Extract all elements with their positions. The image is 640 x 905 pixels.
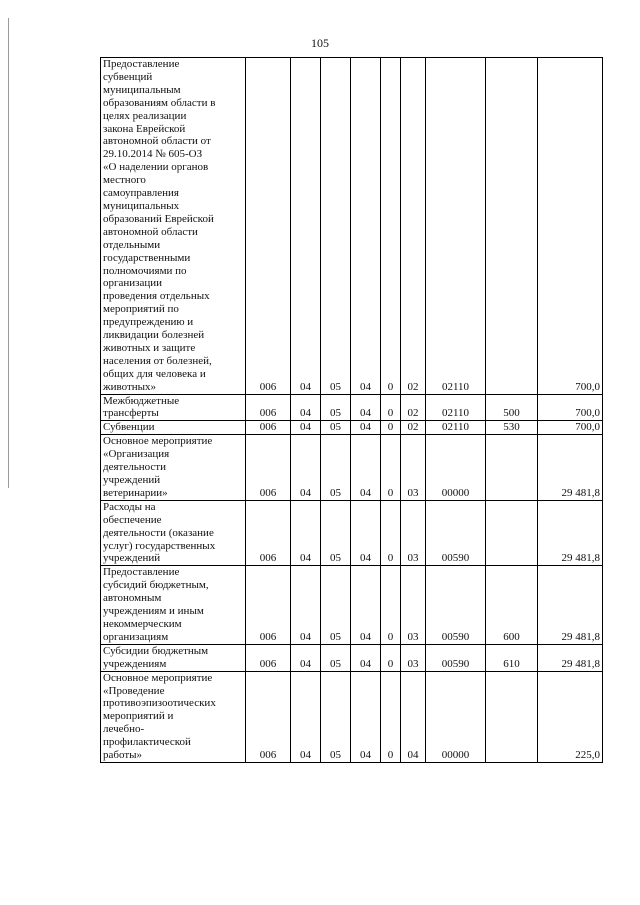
item-name-line: Основное мероприятие bbox=[103, 671, 213, 684]
item-name-cell bbox=[101, 58, 246, 395]
amount-cell: 29 481,8 bbox=[538, 500, 603, 566]
section-cell: 04 bbox=[291, 394, 321, 421]
item-name-cell bbox=[101, 421, 246, 435]
item-name-line: государственными bbox=[103, 251, 191, 264]
expense-type-cell: 530 bbox=[486, 421, 538, 435]
item-name-line: населения от болезней, bbox=[103, 354, 212, 367]
table-row bbox=[101, 500, 603, 566]
item-name-line: субвенций bbox=[103, 70, 153, 83]
page-number: 105 bbox=[311, 36, 329, 50]
item-name-line: работы» bbox=[103, 749, 143, 762]
table-row bbox=[101, 58, 603, 395]
table-row bbox=[101, 671, 603, 762]
item-name-cell bbox=[101, 671, 246, 762]
subsection-cell: 05 bbox=[321, 644, 351, 671]
item-name-line: Субсидии бюджетным bbox=[103, 644, 209, 657]
item-name-cell bbox=[101, 644, 246, 671]
code-cell: 006 bbox=[246, 566, 291, 644]
direction-cell: 02110 bbox=[426, 394, 486, 421]
section-cell: 04 bbox=[291, 421, 321, 435]
item-name-line: Предоставление bbox=[103, 566, 180, 579]
item-name-line: организации bbox=[103, 277, 163, 290]
table-row bbox=[101, 421, 603, 435]
item-name-line: Предоставление bbox=[103, 58, 180, 70]
subprogram-cell: 0 bbox=[381, 671, 401, 762]
item-name-cell bbox=[101, 394, 246, 421]
subprogram-cell: 0 bbox=[381, 421, 401, 435]
direction-cell: 00000 bbox=[426, 435, 486, 501]
item-name-line: Расходы на bbox=[103, 500, 156, 513]
event-cell: 02 bbox=[401, 394, 426, 421]
item-name-cell bbox=[101, 500, 246, 566]
item-name-line: некоммерческим bbox=[103, 617, 182, 630]
event-cell: 03 bbox=[401, 435, 426, 501]
item-name-line: проведения отдельных bbox=[103, 290, 210, 303]
amount-cell: 29 481,8 bbox=[538, 566, 603, 644]
subsection-cell: 05 bbox=[321, 394, 351, 421]
table-row bbox=[101, 435, 603, 501]
code-cell: 006 bbox=[246, 58, 291, 395]
item-name-cell bbox=[101, 566, 246, 644]
item-name-line: услуг) государственных bbox=[103, 539, 216, 552]
direction-cell: 00590 bbox=[426, 500, 486, 566]
expense-type-cell bbox=[486, 435, 538, 501]
item-name-line: субсидий бюджетным, bbox=[103, 579, 209, 592]
code-cell: 006 bbox=[246, 435, 291, 501]
section-cell: 04 bbox=[291, 644, 321, 671]
item-name-cell bbox=[101, 435, 246, 501]
event-cell: 02 bbox=[401, 58, 426, 395]
amount-cell: 29 481,8 bbox=[538, 435, 603, 501]
code-cell: 006 bbox=[246, 500, 291, 566]
item-name-line: ликвидации болезней bbox=[103, 329, 205, 342]
expense-type-cell: 600 bbox=[486, 566, 538, 644]
program-cell: 04 bbox=[351, 421, 381, 435]
expense-type-cell bbox=[486, 500, 538, 566]
subprogram-cell: 0 bbox=[381, 435, 401, 501]
table-row bbox=[101, 644, 603, 671]
subprogram-cell: 0 bbox=[381, 644, 401, 671]
expense-type-cell bbox=[486, 671, 538, 762]
item-name-line: лечебно- bbox=[103, 723, 145, 736]
amount-cell: 700,0 bbox=[538, 58, 603, 395]
item-name-line: самоуправления bbox=[103, 187, 179, 200]
amount-cell: 29 481,8 bbox=[538, 644, 603, 671]
item-name-line: автономным bbox=[103, 592, 162, 605]
item-name-line: Субвенции bbox=[103, 421, 155, 434]
item-name-line: мероприятий по bbox=[103, 303, 179, 316]
left-margin-line bbox=[8, 18, 9, 488]
program-cell: 04 bbox=[351, 58, 381, 395]
direction-cell: 00000 bbox=[426, 671, 486, 762]
code-cell: 006 bbox=[246, 671, 291, 762]
item-name-line: целях реализации bbox=[103, 109, 187, 122]
table-body bbox=[101, 58, 603, 763]
amount-cell: 700,0 bbox=[538, 394, 603, 421]
item-name-line: организациям bbox=[103, 630, 169, 643]
code-cell: 006 bbox=[246, 421, 291, 435]
program-cell: 04 bbox=[351, 644, 381, 671]
item-name-line: общих для человека и bbox=[103, 367, 206, 380]
section-cell: 04 bbox=[291, 435, 321, 501]
item-name-line: «Организация bbox=[103, 448, 170, 461]
item-name-line: «О наделении органов bbox=[103, 161, 209, 174]
program-cell: 04 bbox=[351, 500, 381, 566]
subprogram-cell: 0 bbox=[381, 58, 401, 395]
item-name-line: учреждений bbox=[103, 552, 161, 565]
item-name-line: 29.10.2014 № 605-ОЗ bbox=[103, 148, 203, 161]
section-cell: 04 bbox=[291, 566, 321, 644]
item-name-line: животных и защите bbox=[103, 341, 196, 354]
item-name-line: деятельности (оказание bbox=[103, 526, 214, 539]
item-name-line: животных» bbox=[103, 380, 157, 393]
direction-cell: 00590 bbox=[426, 644, 486, 671]
item-name-line: противоэпизоотических bbox=[103, 697, 216, 710]
direction-cell: 00590 bbox=[426, 566, 486, 644]
event-cell: 04 bbox=[401, 671, 426, 762]
subsection-cell: 05 bbox=[321, 566, 351, 644]
item-name-line: предупреждению и bbox=[103, 316, 194, 329]
section-cell: 04 bbox=[291, 58, 321, 395]
expense-type-cell: 500 bbox=[486, 394, 538, 421]
event-cell: 03 bbox=[401, 500, 426, 566]
event-cell: 03 bbox=[401, 566, 426, 644]
program-cell: 04 bbox=[351, 671, 381, 762]
table-row bbox=[101, 566, 603, 644]
item-name-line: Основное мероприятие bbox=[103, 435, 213, 448]
section-cell: 04 bbox=[291, 500, 321, 566]
section-cell: 04 bbox=[291, 671, 321, 762]
item-name-line: «Проведение bbox=[103, 684, 165, 697]
item-name-line: профилактической bbox=[103, 736, 191, 749]
item-name-line: учреждений bbox=[103, 474, 161, 486]
item-name-line: трансферты bbox=[103, 407, 159, 420]
amount-cell: 700,0 bbox=[538, 421, 603, 435]
item-name-line: отдельными bbox=[103, 238, 161, 251]
item-name-line: муниципальным bbox=[103, 83, 181, 96]
item-name-line: Межбюджетные bbox=[103, 394, 180, 407]
item-name-line: образований Еврейской bbox=[103, 212, 214, 225]
event-cell: 03 bbox=[401, 644, 426, 671]
item-name-line: образованиям области в bbox=[103, 96, 216, 109]
program-cell: 04 bbox=[351, 435, 381, 501]
direction-cell: 02110 bbox=[426, 421, 486, 435]
amount-cell: 225,0 bbox=[538, 671, 603, 762]
item-name-line: учреждениям и иным bbox=[103, 605, 204, 618]
expense-type-cell bbox=[486, 58, 538, 395]
item-name-line: автономной области от bbox=[103, 135, 211, 148]
program-cell: 04 bbox=[351, 566, 381, 644]
item-name-line: ветеринарии» bbox=[103, 486, 168, 499]
subsection-cell: 05 bbox=[321, 500, 351, 566]
code-cell: 006 bbox=[246, 644, 291, 671]
subsection-cell: 05 bbox=[321, 58, 351, 395]
code-cell: 006 bbox=[246, 394, 291, 421]
item-name-line: мероприятий и bbox=[103, 710, 174, 723]
subprogram-cell: 0 bbox=[381, 566, 401, 644]
item-name-line: автономной области bbox=[103, 225, 198, 238]
item-name-line: местного bbox=[103, 174, 146, 187]
subprogram-cell: 0 bbox=[381, 394, 401, 421]
program-cell: 04 bbox=[351, 394, 381, 421]
subsection-cell: 05 bbox=[321, 421, 351, 435]
event-cell: 02 bbox=[401, 421, 426, 435]
budget-table bbox=[100, 57, 603, 763]
item-name-line: муниципальных bbox=[103, 199, 180, 212]
subsection-cell: 05 bbox=[321, 671, 351, 762]
table-row bbox=[101, 394, 603, 421]
subsection-cell: 05 bbox=[321, 435, 351, 501]
subprogram-cell: 0 bbox=[381, 500, 401, 566]
expense-type-cell: 610 bbox=[486, 644, 538, 671]
item-name-line: учреждениям bbox=[103, 657, 167, 670]
item-name-line: закона Еврейской bbox=[103, 122, 186, 135]
direction-cell: 02110 bbox=[426, 58, 486, 395]
item-name-line: полномочиями по bbox=[103, 264, 187, 277]
item-name-line: обеспечение bbox=[103, 513, 162, 526]
item-name-line: деятельности bbox=[103, 461, 166, 474]
